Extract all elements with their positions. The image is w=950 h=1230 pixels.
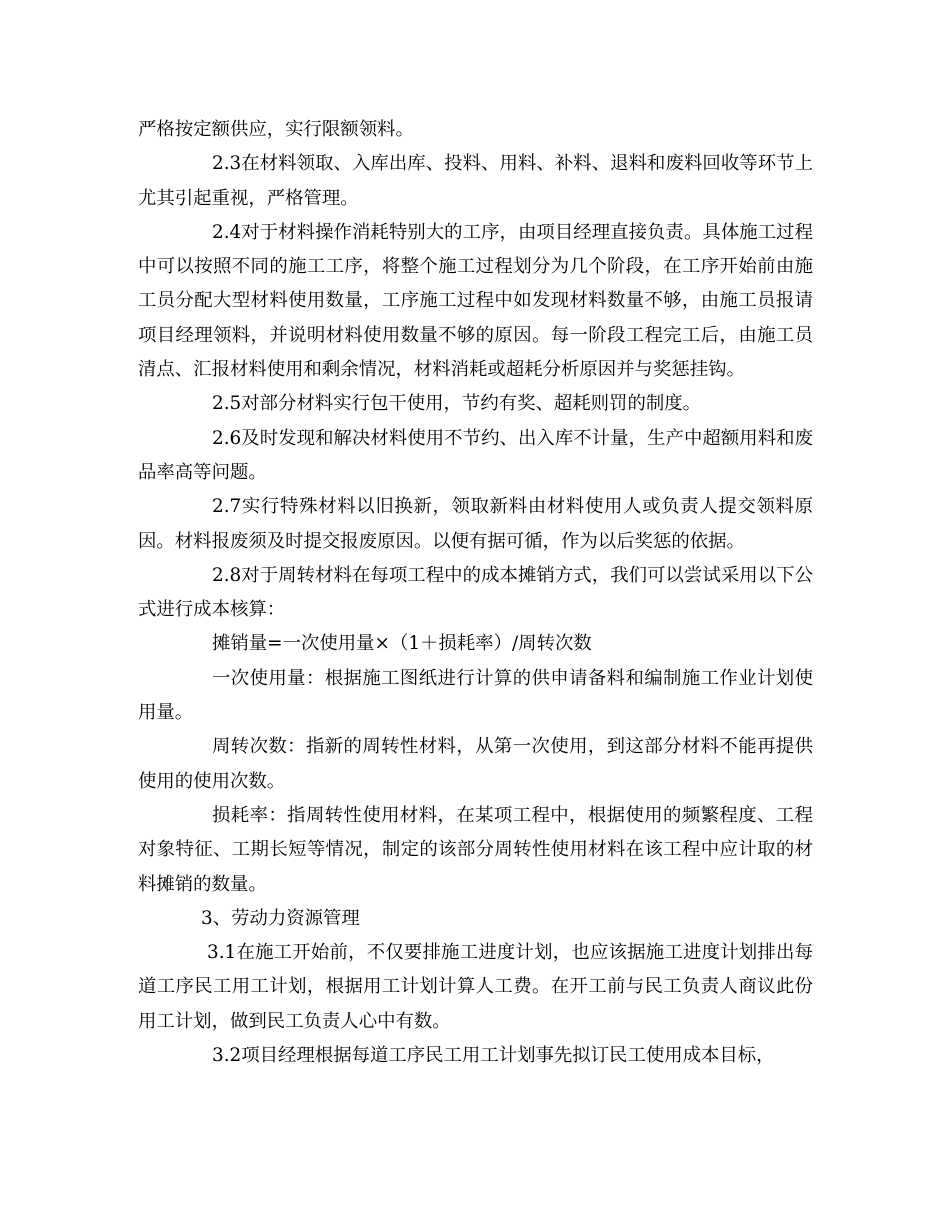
- paragraph-2-6: 2.6及时发现和解决材料使用不节约、出入库不计量，生产中超额用料和废品率高等问题。: [138, 427, 813, 483]
- definition-turnover-count: 周转次数：指新的周转性材料，从第一次使用，到这部分材料不能再提供使用的使用次数。: [138, 736, 813, 792]
- paragraph-continued: 严格按定额供应，实行限额领料。: [138, 119, 414, 140]
- paragraph-2-8: 2.8对于周转材料在每项工程中的成本摊销方式，我们可以尝试采用以下公式进行成本核算：: [138, 564, 813, 621]
- formula-line: 摊销量=一次使用量×（1＋损耗率）/周转次数: [212, 633, 592, 655]
- paragraph-3-1: 3.1在施工开始前，不仅要排施工进度计划，也应该据施工进度计划排出每道工序民工用工计划，根据用工计划计算人工费。在开工前与民工负责人商议此份用工计划，做到民工负责人心中有数。: [138, 942, 813, 1032]
- document-body: [138, 113, 813, 1073]
- paragraph-3-2: 3.2项目经理根据每道工序民工用工计划事先拟订民工使用成本目标，: [212, 1045, 775, 1067]
- paragraph-2-4: 2.4对于材料操作消耗特别大的工序，由项目经理直接负责。具体施工过程中可以按照不同的施工工序，将整个施工过程划分为几个阶段，在工序开始前由施工员分配大型材料使用数量，工序施工过程中如发现材料数量不够，由施工员报请项目经理领料，并说明材料使用数量不够的原因。每一阶段工程完工后，由施工员清点、汇报材料使用和剩余情况，材料消耗或超耗分析原因并与奖惩挂钩。: [138, 221, 813, 381]
- definition-loss-rate: 损耗率：指周转性使用材料，在某项工程中，根据使用的频繁程度、工程对象特征、工期长短等情况，制定的该部分周转性使用材料在该工程中应计取的材料摊销的数量。: [138, 804, 813, 895]
- paragraph-2-7: 2.7实行特殊材料以旧换新，领取新料由材料使用人或负责人提交领料原因。材料报废须及时提交报废原因。以便有据可循，作为以后奖惩的依据。: [138, 496, 813, 552]
- paragraph-2-3: 2.3在材料领取、入库出库、投料、用料、补料、退料和废料回收等环节上尤其引起重视，严格管理。: [138, 153, 813, 209]
- section-heading-labor: 3、劳动力资源管理: [201, 907, 360, 929]
- paragraph-2-5: 2.5对部分材料实行包干使用，节约有奖、超耗则罚的制度。: [212, 393, 702, 415]
- definition-single-use: 一次使用量：根据施工图纸进行计算的供申请备料和编制施工作业计划使用量。: [138, 667, 813, 724]
